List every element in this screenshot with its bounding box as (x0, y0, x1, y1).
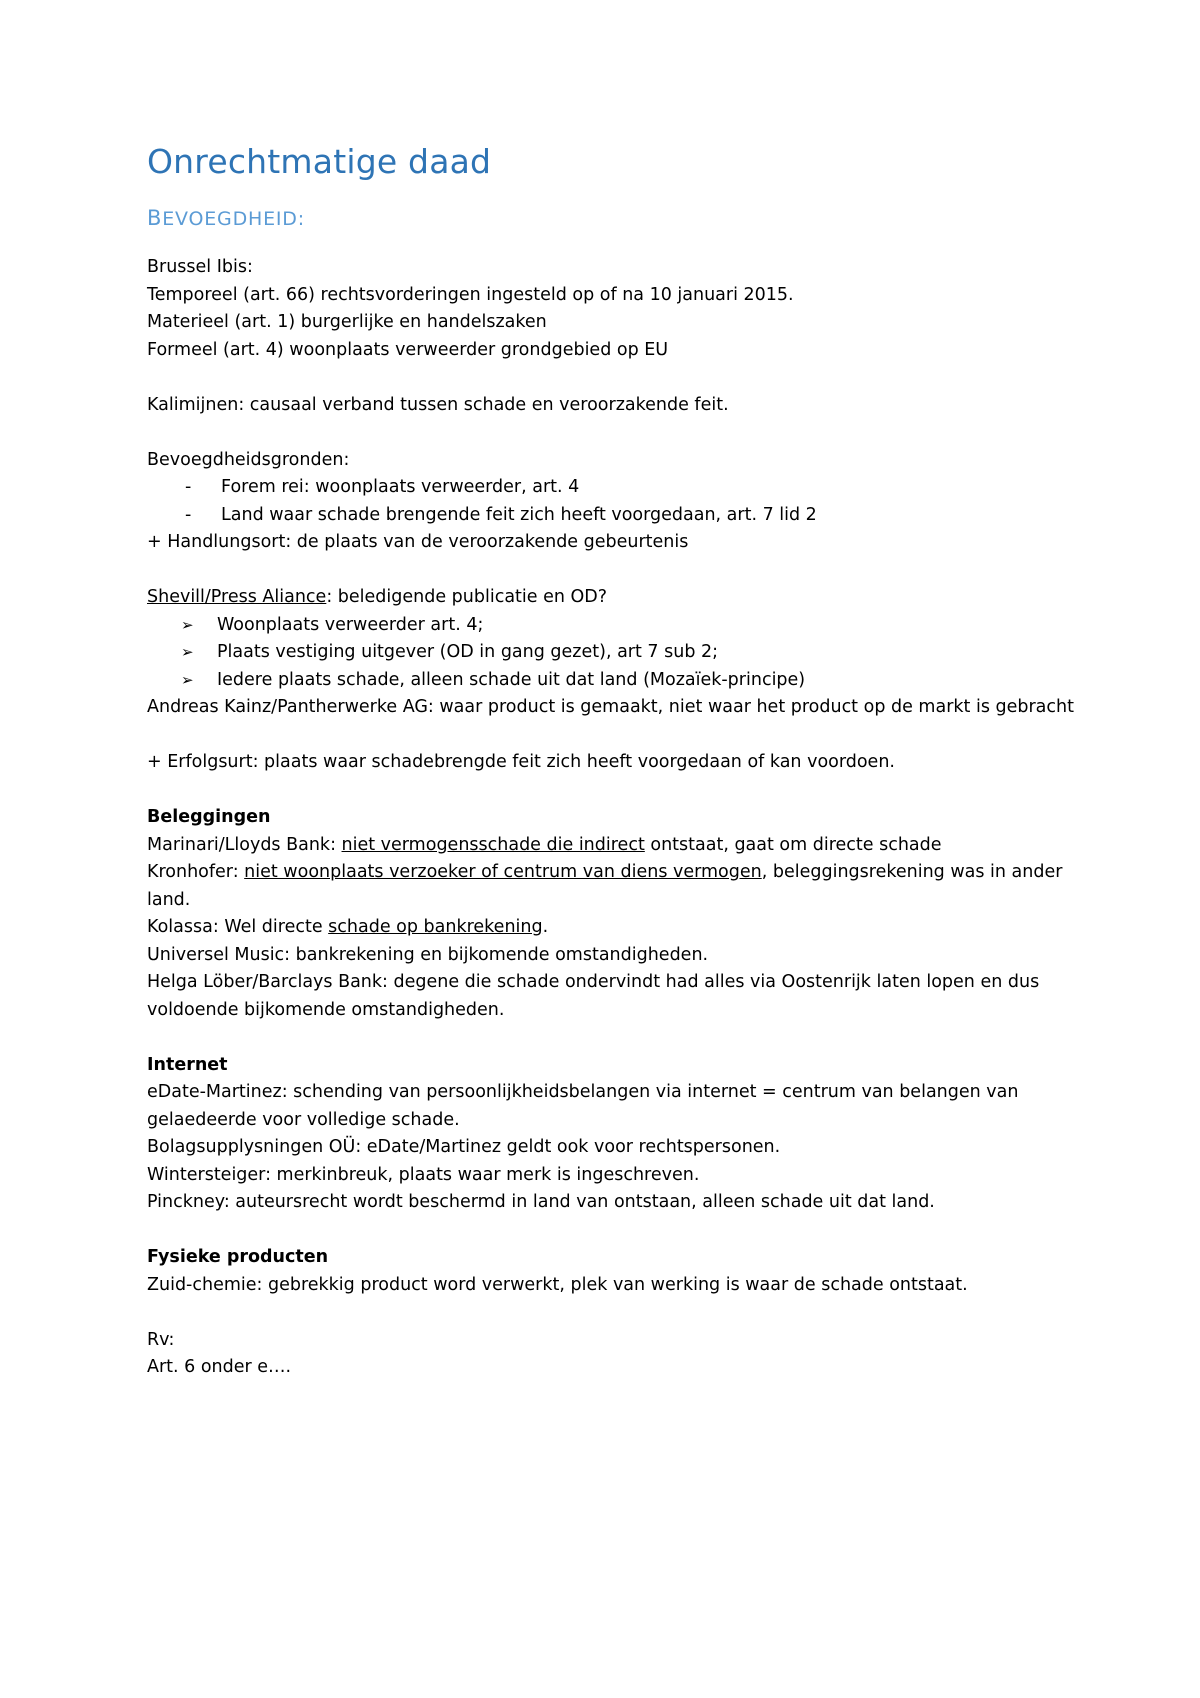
blank-line (147, 364, 1087, 392)
blank-line (147, 557, 1087, 585)
shevill-case-name: Shevill/Press Aliance (147, 587, 327, 607)
internet-heading: Internet (147, 1054, 228, 1075)
kolassa-case: Kolassa: Wel directe (147, 917, 329, 937)
bevoegdheidsgronden-heading: Bevoegdheidsgronden: (147, 449, 350, 470)
arrow-list-item (147, 639, 1087, 667)
kolassa-underlined: schade op bankrekening (328, 917, 543, 937)
pinckney-line: Pinckney: auteursrecht wordt beschermd in land van ontstaan, alleen schade uit dat land. (147, 1192, 935, 1212)
kronhofer-rest: , beleggingsrekening was in ander land. (147, 862, 1063, 910)
dash-list-item (147, 502, 1087, 530)
wintersteiger-line: Wintersteiger: merkinbreuk, plaats waar merk is ingeschreven. (147, 1164, 700, 1185)
brussel-line-formeel: Formeel (art. 4) woonplaats verweerder grondgebied op EU (147, 339, 669, 360)
shevill-case-rest: : beledigende publicatie en OD? (326, 587, 608, 607)
blank-line (147, 777, 1087, 805)
zuid-chemie-line: Zuid-chemie: gebrekkig product word verwerkt, plek van werking is waar de schade ontstaat. (147, 1274, 968, 1295)
subtitle-initial: B (147, 206, 163, 230)
dash-list-item (147, 474, 1087, 502)
rv-heading: Rv: (147, 1329, 175, 1350)
dash-marker: - (185, 504, 192, 525)
beleggingen-heading: Beleggingen (147, 807, 271, 827)
arrow-list-item (147, 667, 1087, 695)
shevill-line (147, 584, 1087, 612)
handlungsort-line: + Handlungsort: de plaats van de veroorzakende gebeurtenis (147, 532, 689, 552)
dash-item-text: Land waar schade brengende feit zich heeft voorgedaan, art. 7 lid 2 (221, 504, 817, 525)
blank-line (147, 1299, 1087, 1327)
kalimijnen-line: Kalimijnen: causaal verband tussen schade en veroorzakende feit. (147, 394, 729, 415)
subtitle-rest: EVOEGDHEID: (162, 208, 305, 230)
kainz-paragraph: Andreas Kainz/Pantherwerke AG: waar product is gemaakt, niet waar het product op de markt is gebracht (147, 697, 1074, 717)
bolag-line: Bolagsupplysningen OÜ: eDate/Martinez geldt ook voor rechtspersonen. (147, 1137, 781, 1157)
fysieke-producten-heading: Fysieke producten (147, 1247, 329, 1267)
kronhofer-paragraph (147, 859, 1087, 914)
kolassa-rest: . (542, 917, 549, 937)
brussel-heading: Brussel Ibis: (147, 257, 253, 277)
brussel-line-materieel: Materieel (art. 1) burgerlijke en handelszaken (147, 312, 547, 332)
kolassa-line (147, 914, 1087, 942)
arrow-bullet-icon: ➢ (181, 643, 194, 661)
erfolgsurt-line: + Erfolgsurt: plaats waar schadebrengde feit zich heeft voorgedaan of kan voordoen. (147, 752, 895, 772)
brussel-line-temporeel: Temporeel (art. 66) rechtsvorderingen ingesteld op of na 10 januari 2015. (147, 284, 794, 305)
section-heading-bevoegdheid (147, 206, 305, 230)
document-title: Onrechtmatige daad (147, 142, 492, 181)
blank-line (147, 722, 1087, 750)
dash-marker: - (185, 477, 192, 497)
marinari-line (147, 832, 1087, 860)
document-text (147, 254, 1087, 1382)
arrow-list-item (147, 612, 1087, 640)
blank-line (147, 419, 1087, 447)
marinari-rest: ontstaat, gaat om directe schade (644, 834, 942, 855)
dash-item-text: Forem rei: woonplaats verweerder, art. 4 (221, 477, 580, 497)
marinari-case: Marinari/Lloyds Bank: (147, 834, 342, 855)
arrow-item-text: Iedere plaats schade, alleen schade uit dat land (Mozaïek-principe) (217, 669, 806, 690)
marinari-underlined: niet vermogensschade die indirect (341, 834, 645, 855)
arrow-item-text: Plaats vestiging uitgever (OD in gang gezet), art 7 sub 2; (217, 642, 719, 662)
rv-art-line: Art. 6 onder e…. (147, 1357, 292, 1377)
helga-paragraph: Helga Löber/Barclays Bank: degene die schade ondervindt had alles via Oostenrijk laten lopen en dus voldoende bijkomende omstandigheden. (147, 972, 1040, 1020)
kronhofer-underlined: niet woonplaats verzoeker of centrum van diens vermogen (244, 862, 762, 882)
arrow-bullet-icon: ➢ (181, 615, 194, 634)
arrow-bullet-icon: ➢ (181, 670, 194, 689)
blank-line (147, 1024, 1087, 1052)
universel-line: Universel Music: bankrekening en bijkomende omstandigheden. (147, 944, 709, 965)
edate-paragraph: eDate-Martinez: schending van persoonlijkheidsbelangen via internet = centrum van belangen van gelaedeerde voor volledige schade. (147, 1082, 1019, 1130)
blank-line (147, 1217, 1087, 1245)
kronhofer-case: Kronhofer: (147, 862, 245, 882)
arrow-item-text: Woonplaats verweerder art. 4; (217, 614, 484, 635)
